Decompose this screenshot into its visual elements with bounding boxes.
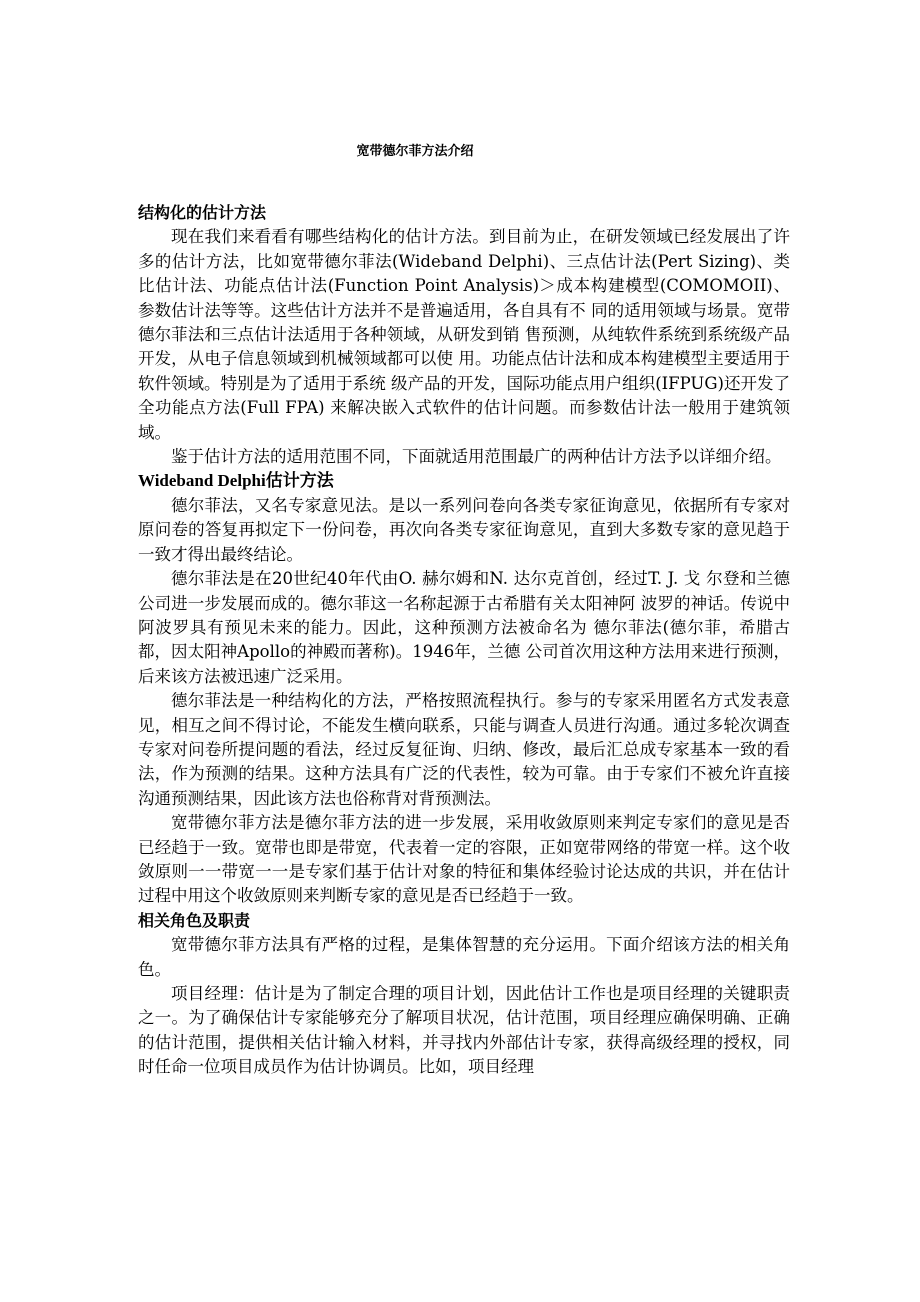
paragraph: 鉴于估计方法的适用范围不同，下面就适用范围最广的两种估计方法予以详细介绍。 xyxy=(171,447,782,467)
paragraph: 宽带德尔菲方法是德尔菲方法的进一步发展，采用收敛原则来判定专家们的意见是否已经趋于一致。宽带也即是带宽，代表着一定的容限，正如宽带网络的带宽一样。这个收敛原则一一带宽一一是专家们基于估计对象的特征和集体经验讨论达成的共识，并在估计过程中用这个收敛原则来判断专家的意见是否已经趋于一致。 xyxy=(138,813,790,906)
paragraph: 德尔菲法，又名专家意见法。是以一系列问卷向各类专家征询意见，依据所有专家对原问卷的答复再拟定下一份问卷，再次向各类专家征询意见，直到大多数专家的意见趋于一致才得出最终结论。 xyxy=(138,495,790,564)
document-body xyxy=(138,201,790,1080)
paragraph: 德尔菲法是一种结构化的方法，严格按照流程执行。参与的专家采用匿名方式发表意见，相互之间不得讨论，不能发生横向联系，只能与调查人员进行沟通。通过多轮次调查专家对问卷所提问题的看法，经过反复征询、归纳、修改，最后汇总成专家基本一致的看法，作为预测的结果。这种方法具有广泛的代表性，较为可靠。由于专家们不被允许直接沟通预测结果，因此该方法也俗称背对背预测法。 xyxy=(138,691,790,808)
section-heading: 相关角色及职责 xyxy=(138,910,251,930)
section-wideband-delphi xyxy=(138,469,790,908)
paragraph: 宽带德尔菲方法具有严格的过程，是集体智慧的充分运用。下面介绍该方法的相关角色。 xyxy=(138,935,790,979)
section-roles xyxy=(138,909,790,1080)
paragraph: 现在我们来看看有哪些结构化的估计方法。到目前为止，在研发领域已经发展出了许多的估计方法，比如宽带德尔菲法(Wideband Delphi)、三点估计法(Pert Sizing)、类比估计法、功能点估计法(Function Point Analysis)＞成本构建模型(COMOMOII)、参数估计法等等。这些估计方法并不是普遍适用，各自具有不 同的适用领域与场景。宽带德尔菲法和三点估计法适用于各种领域，从研发到销 售预测，从纯软件系统到系统级产品开发，从电子信息领域到机械领域都可以使 用。功能点估计法和成本构建模型主要适用于软件领域。特别是为了适用于系统 级产品的开发，国际功能点用户组织(IFPUG)还开发了全功能点方法(Full FPA) 来解决嵌入式软件的估计问题。而参数估计法一般用于建筑领域。 xyxy=(138,227,790,442)
section-heading: 结构化的估计方法 xyxy=(138,203,267,222)
section-structured-methods xyxy=(138,201,790,469)
paragraph: 德尔菲法是在20世纪40年代由O. 赫尔姆和N. 达尔克首创，经过T. J. 戈 尔登和兰德公司进一步发展而成的。德尔菲这一名称起源于古希腊有关太阳神阿 波罗的神话。传说中阿波罗具有预见未来的能力。因此，这种预测方法被命名为 德尔菲法(德尔菲，希腊古都，因太阳神Apollo的神殿而著称)。1946年，兰德 公司首次用这种方法用来进行预测，后来该方法被迅速广泛采用。 xyxy=(138,569,790,686)
document-title: 宽带德尔菲方法介绍 xyxy=(356,144,474,159)
section-heading: Wideband Delphi估计方法 xyxy=(138,471,334,491)
paragraph: 项目经理：估计是为了制定合理的项目计划，因此估计工作也是项目经理的关键职责之一。为了确保估计专家能够充分了解项目状况，估计范围，项目经理应确保明确、正确的估计范围，提供相关估计输入材料，并寻找内外部估计专家，获得高级经理的授权，同时任命一位项目成员作为估计协调员。比如，项目经理 xyxy=(138,984,790,1077)
